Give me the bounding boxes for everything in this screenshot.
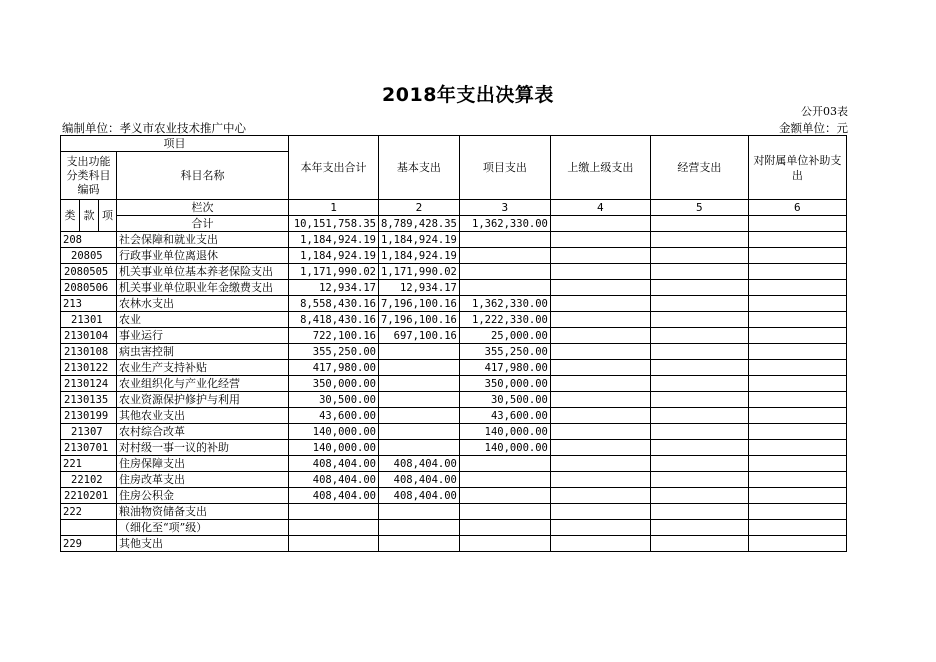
row-basic: 1,184,924.19 [379, 248, 460, 264]
header-basic: 基本支出 [379, 136, 460, 200]
row-code: 2130122 [61, 360, 117, 376]
table-row [61, 520, 847, 536]
row-basic: 1,184,924.19 [379, 232, 460, 248]
row-business [650, 536, 748, 552]
row-total [289, 520, 379, 536]
table-row [61, 344, 847, 360]
row-basic: 7,196,100.16 [379, 312, 460, 328]
row-basic [379, 392, 460, 408]
column-number-1: 1 [289, 200, 379, 216]
row-business [650, 408, 748, 424]
header-project-exp: 项目支出 [459, 136, 550, 200]
table-row [61, 424, 847, 440]
header-xiang: 项 [99, 200, 117, 232]
row-name: 农林水支出 [117, 296, 289, 312]
row-code: 20805 [61, 248, 117, 264]
row-project: 417,980.00 [459, 360, 550, 376]
row-subsidiary [748, 232, 846, 248]
row-total: 722,100.16 [289, 328, 379, 344]
row-project: 140,000.00 [459, 440, 550, 456]
table-row [61, 536, 847, 552]
row-project: 1,362,330.00 [459, 296, 550, 312]
row-upper [550, 264, 650, 280]
row-business [650, 456, 748, 472]
row-upper [550, 520, 650, 536]
row-project: 43,600.00 [459, 408, 550, 424]
row-project [459, 536, 550, 552]
row-upper [550, 392, 650, 408]
row-code: 2130108 [61, 344, 117, 360]
row-subsidiary [748, 440, 846, 456]
row-basic: 408,404.00 [379, 488, 460, 504]
report-title: 2018年支出决算表 [382, 84, 554, 106]
row-code: 221 [61, 456, 117, 472]
row-business [650, 264, 748, 280]
row-total: 1,184,924.19 [289, 232, 379, 248]
row-business [650, 344, 748, 360]
row-basic: 408,404.00 [379, 472, 460, 488]
column-number-5: 5 [650, 200, 748, 216]
row-basic [379, 440, 460, 456]
row-basic: 408,404.00 [379, 456, 460, 472]
table-row [61, 408, 847, 424]
row-total: 8,418,430.16 [289, 312, 379, 328]
row-basic [379, 360, 460, 376]
row-total: 8,558,430.16 [289, 296, 379, 312]
header-project: 项目 [61, 136, 289, 152]
row-total: 417,980.00 [289, 360, 379, 376]
row-subsidiary [748, 360, 846, 376]
row-project: 1,222,330.00 [459, 312, 550, 328]
header-business: 经营支出 [650, 136, 748, 200]
row-upper [550, 472, 650, 488]
sum-subsidiary [748, 216, 846, 232]
row-name: 机关事业单位职业年金缴费支出 [117, 280, 289, 296]
row-business [650, 504, 748, 520]
row-upper [550, 376, 650, 392]
row-name: 农业组织化与产业化经营 [117, 376, 289, 392]
header-lei: 类 [61, 200, 80, 232]
row-upper [550, 456, 650, 472]
row-project: 140,000.00 [459, 424, 550, 440]
header-column-no: 栏次 [117, 200, 289, 216]
row-business [650, 296, 748, 312]
table-row [61, 376, 847, 392]
row-business [650, 440, 748, 456]
column-number-6: 6 [748, 200, 846, 216]
row-name: 其他支出 [117, 536, 289, 552]
row-business [650, 424, 748, 440]
row-basic [379, 344, 460, 360]
row-subsidiary [748, 296, 846, 312]
row-name: 农业 [117, 312, 289, 328]
row-code: 222 [61, 504, 117, 520]
table-row [61, 456, 847, 472]
row-upper [550, 488, 650, 504]
row-subsidiary [748, 392, 846, 408]
column-number-3: 3 [459, 200, 550, 216]
row-basic: 1,171,990.02 [379, 264, 460, 280]
row-name: 住房保障支出 [117, 456, 289, 472]
row-subsidiary [748, 520, 846, 536]
sum-total: 10,151,758.35 [289, 216, 379, 232]
row-basic [379, 424, 460, 440]
row-subsidiary [748, 312, 846, 328]
table-row [61, 312, 847, 328]
row-total [289, 536, 379, 552]
row-name: 农村综合改革 [117, 424, 289, 440]
row-subsidiary [748, 280, 846, 296]
row-name: 粮油物资储备支出 [117, 504, 289, 520]
row-upper [550, 296, 650, 312]
row-name: 农业生产支持补贴 [117, 360, 289, 376]
row-project [459, 488, 550, 504]
row-total: 1,171,990.02 [289, 264, 379, 280]
row-project [459, 232, 550, 248]
row-subsidiary [748, 472, 846, 488]
row-subsidiary [748, 424, 846, 440]
row-business [650, 232, 748, 248]
row-name: 病虫害控制 [117, 344, 289, 360]
row-business [650, 328, 748, 344]
preparing-unit: 编制单位：孝义市农业技术推广中心 [62, 121, 246, 135]
table-row [61, 264, 847, 280]
row-upper [550, 344, 650, 360]
header-total: 本年支出合计 [289, 136, 379, 200]
column-number-4: 4 [550, 200, 650, 216]
table-row [61, 440, 847, 456]
row-subsidiary [748, 328, 846, 344]
row-total: 30,500.00 [289, 392, 379, 408]
sum-project: 1,362,330.00 [459, 216, 550, 232]
table-row [61, 472, 847, 488]
row-project [459, 472, 550, 488]
row-basic [379, 536, 460, 552]
row-name: 住房公积金 [117, 488, 289, 504]
column-number-2: 2 [379, 200, 460, 216]
row-name: 其他农业支出 [117, 408, 289, 424]
row-basic: 697,100.16 [379, 328, 460, 344]
row-total: 355,250.00 [289, 344, 379, 360]
row-subsidiary [748, 344, 846, 360]
sum-upper [550, 216, 650, 232]
row-subsidiary [748, 504, 846, 520]
row-basic [379, 520, 460, 536]
row-code: 2130701 [61, 440, 117, 456]
row-upper [550, 440, 650, 456]
table-row [61, 488, 847, 504]
row-total: 12,934.17 [289, 280, 379, 296]
row-upper [550, 312, 650, 328]
row-basic: 12,934.17 [379, 280, 460, 296]
row-subsidiary [748, 376, 846, 392]
expenditure-table [60, 135, 847, 552]
row-total: 140,000.00 [289, 440, 379, 456]
row-subsidiary [748, 408, 846, 424]
table-row [61, 392, 847, 408]
sum-label: 合计 [117, 216, 289, 232]
row-name: 社会保障和就业支出 [117, 232, 289, 248]
row-code: 213 [61, 296, 117, 312]
row-name: 行政事业单位离退休 [117, 248, 289, 264]
row-upper [550, 408, 650, 424]
sum-basic: 8,789,428.35 [379, 216, 460, 232]
row-subsidiary [748, 536, 846, 552]
row-name: 事业运行 [117, 328, 289, 344]
row-business [650, 520, 748, 536]
table-row [61, 248, 847, 264]
table-row [61, 504, 847, 520]
row-code: 229 [61, 536, 117, 552]
table-row [61, 280, 847, 296]
row-code: 2130199 [61, 408, 117, 424]
row-upper [550, 360, 650, 376]
row-basic [379, 504, 460, 520]
row-name: 机关事业单位基本养老保险支出 [117, 264, 289, 280]
row-subsidiary [748, 248, 846, 264]
row-code: 2130104 [61, 328, 117, 344]
row-code: 21307 [61, 424, 117, 440]
form-number: 公开03表 [801, 105, 848, 118]
row-project [459, 520, 550, 536]
row-business [650, 280, 748, 296]
row-code: 2130135 [61, 392, 117, 408]
row-business [650, 248, 748, 264]
row-code: 22102 [61, 472, 117, 488]
row-basic [379, 376, 460, 392]
row-total [289, 504, 379, 520]
row-code: 2210201 [61, 488, 117, 504]
row-name: （细化至“项”级） [117, 520, 289, 536]
row-business [650, 312, 748, 328]
header-name: 科目名称 [117, 152, 289, 200]
row-code: 21301 [61, 312, 117, 328]
row-code: 2080505 [61, 264, 117, 280]
row-business [650, 392, 748, 408]
row-name: 住房改革支出 [117, 472, 289, 488]
row-business [650, 376, 748, 392]
row-upper [550, 424, 650, 440]
row-project: 30,500.00 [459, 392, 550, 408]
row-project [459, 504, 550, 520]
row-total: 1,184,924.19 [289, 248, 379, 264]
row-subsidiary [748, 488, 846, 504]
row-subsidiary [748, 456, 846, 472]
row-subsidiary [748, 264, 846, 280]
row-code [61, 520, 117, 536]
row-project [459, 280, 550, 296]
row-total: 408,404.00 [289, 472, 379, 488]
header-code: 支出功能分类科目编码 [61, 152, 117, 200]
row-code: 2080506 [61, 280, 117, 296]
sum-business [650, 216, 748, 232]
row-total: 350,000.00 [289, 376, 379, 392]
row-total: 408,404.00 [289, 456, 379, 472]
row-code: 208 [61, 232, 117, 248]
row-name: 农业资源保护修护与利用 [117, 392, 289, 408]
row-total: 140,000.00 [289, 424, 379, 440]
header-subsidiary: 对附属单位补助支出 [748, 136, 846, 200]
row-business [650, 360, 748, 376]
row-name: 对村级一事一议的补助 [117, 440, 289, 456]
row-upper [550, 504, 650, 520]
currency-unit: 金额单位：元 [779, 121, 848, 135]
row-project: 355,250.00 [459, 344, 550, 360]
row-total: 408,404.00 [289, 488, 379, 504]
table-row [61, 232, 847, 248]
row-business [650, 472, 748, 488]
row-basic [379, 408, 460, 424]
row-business [650, 488, 748, 504]
header-upper: 上缴上级支出 [550, 136, 650, 200]
row-upper [550, 536, 650, 552]
row-upper [550, 280, 650, 296]
table-row [61, 296, 847, 312]
row-code: 2130124 [61, 376, 117, 392]
row-upper [550, 328, 650, 344]
row-project [459, 456, 550, 472]
header-kuan: 款 [80, 200, 99, 232]
row-upper [550, 232, 650, 248]
row-project: 350,000.00 [459, 376, 550, 392]
row-project: 25,000.00 [459, 328, 550, 344]
table-row [61, 360, 847, 376]
row-basic: 7,196,100.16 [379, 296, 460, 312]
table-row [61, 328, 847, 344]
row-total: 43,600.00 [289, 408, 379, 424]
row-upper [550, 248, 650, 264]
row-project [459, 264, 550, 280]
row-project [459, 248, 550, 264]
